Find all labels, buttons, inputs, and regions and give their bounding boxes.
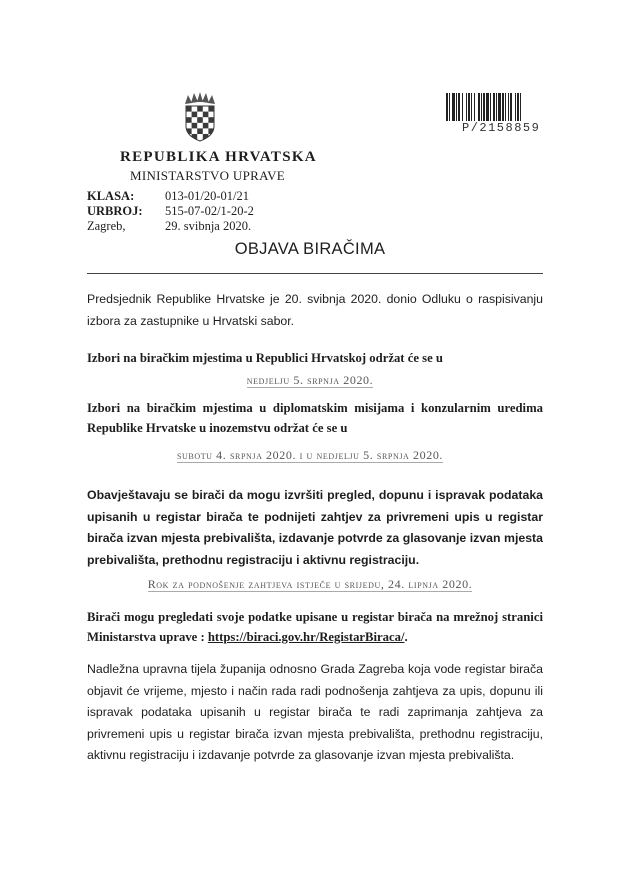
country-heading: REPUBLIKA HRVATSKA <box>120 149 317 165</box>
document-title: OBJAVA BIRAČIMA <box>234 240 386 258</box>
abroad-date-line <box>0 446 620 464</box>
domestic-date: nedjelju 5. srpnja 2020. <box>246 373 374 387</box>
barcode-icon <box>445 93 595 121</box>
title-divider <box>87 273 543 274</box>
klasa-label: KLASA: <box>87 189 135 203</box>
croatian-coat-of-arms-icon <box>183 92 217 142</box>
review-text: Birači mogu pregledati svoje podatke upisane u registar birača na mrežnoj stranici Ministarstva uprave : <box>87 610 543 644</box>
urbroj-label: URBROJ: <box>87 204 143 218</box>
date-value: 29. svibnja 2020. <box>165 219 252 233</box>
domestic-elections-text: Izbori na biračkim mjestima u Republici Hrvatskoj održat će se u <box>87 351 443 365</box>
abroad-elections-text: Izbori na biračkim mjestima u diplomatskim misijama i konzularnim uredima Republike Hrvatske u inozemstvu održat će se u <box>87 401 543 435</box>
registar-biraca-link[interactable]: https://biraci.gov.hr/RegistarBiraca/ <box>207 630 405 644</box>
urbroj-value: 515-07-02/1-20-2 <box>165 204 254 218</box>
barcode-number: P/2158859 <box>462 121 541 135</box>
abroad-date: subotu 4. srpnja 2020. i u nedjelju 5. srpnja 2020. <box>176 448 444 462</box>
ministry-heading: MINISTARSTVO UPRAVE <box>130 168 286 183</box>
notice-paragraph: Obavještavaju se birači da mogu izvršiti pregled, dopunu i ispravak podataka upisanih u registar birača te podnijeti zahtjev za privremeni upis u registar birača izvan mjesta prebivališta, izdavanje potvrde za glasovanje izvan mjesta prebivališta, prethodnu registraciju i aktivnu registraciju. <box>87 488 543 567</box>
deadline-line <box>0 575 620 593</box>
review-end: . <box>404 630 408 644</box>
deadline-text: Rok za podnošenje zahtjeva istječe u srijedu, 24. lipnja 2020. <box>147 577 473 591</box>
klasa-value: 013-01/20-01/21 <box>165 189 250 203</box>
domestic-date-line <box>0 371 620 389</box>
review-paragraph <box>87 607 543 647</box>
closing-paragraph: Nadležna upravna tijela županija odnosno Grada Zagreba koja vode registar birača objavit će vrijeme, mjesto i način rada radi podnošenja zahtjeva za upis, dopunu ili ispravak podataka upisanih u registar birača te radi zaprimanja zahtjeva za privremeni upis u registar birača izvan mjesta prebivališta, prethodnu registraciju, aktivnu registraciju i izdavanje potvrde za glasovanje izvan mjesta prebivališta. <box>87 662 543 762</box>
place-label: Zagreb, <box>87 219 126 233</box>
intro-paragraph: Predsjednik Republike Hrvatske je 20. svibnja 2020. donio Odluku o raspisivanju izbora za zastupnike u Hrvatski sabor. <box>87 292 543 328</box>
